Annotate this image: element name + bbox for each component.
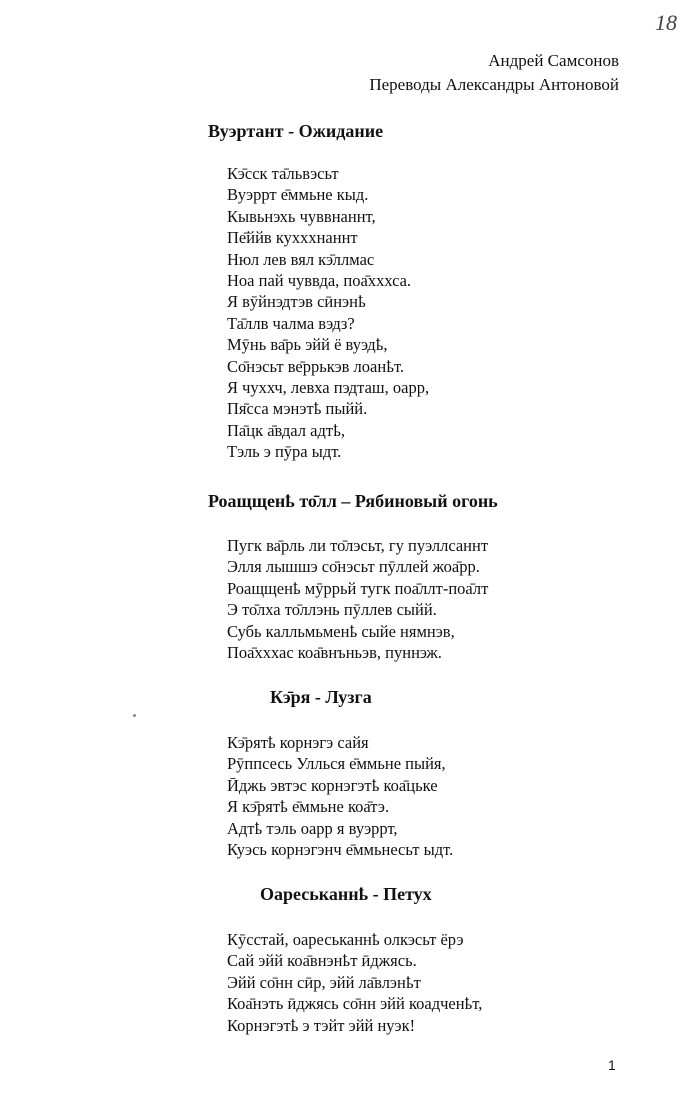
poem-line: Роащщенҍ мӯррьй тугк поа̄ллт-поа̄лт (227, 578, 489, 598)
poem-line: Кэ̄рятҍ корнэгэ сайя (227, 733, 369, 752)
poem-line: Я чуххч, левха пэдташ, оарр, (227, 378, 430, 398)
poem-line: Эйй со̄нн сӣр, эйй ла̄влэнҍт (227, 972, 421, 992)
poem-line: Рӯппсесь Уллься е̄ммьне пыйя, (227, 754, 446, 774)
poem-line: Па̄цк а̄вдал адтҍ, (227, 420, 345, 440)
poem-line: Кэ̄сск та̄львэсьт (227, 164, 339, 183)
poem-line: Кӯсстай, оареськаннҍ олкэсьт ёрэ (227, 930, 464, 949)
poem-line: Мӯнь ва̄рь эйй ё вуэдҍ, (227, 335, 388, 355)
poem-line: Поа̄хххас коа̄внъньэв, пуннэж. (227, 643, 442, 663)
poem-line: Пе̄ййв кухххнаннт (227, 228, 358, 248)
poem-line: Та̄ллв чалма вэдз? (227, 313, 355, 333)
poem-line: Со̄нэсьт ве̄ррькэв лоанҍт. (227, 356, 405, 376)
poem-line: Вуэррт е̄ммьне кыд. (227, 185, 369, 205)
poem-line: Пугк ва̄рль ли то̄лэсьт, гу пуэллсаннт (227, 536, 489, 555)
page-number: 1 (608, 1057, 616, 1073)
poem-stanza (227, 929, 482, 1036)
poem-line: Ноа пай чуввда, поа̄хххса. (227, 271, 412, 291)
poem-title: Роащщенҍ то̄лл – Рябиновый огонь (208, 491, 498, 511)
scan-speck (133, 714, 136, 717)
poem-line: Э то̄лха то̄ллэнь пӯллев сыйй. (227, 600, 437, 620)
author-name: Андрей Самсонов (488, 51, 619, 70)
poem-stanza (227, 535, 488, 663)
poem-line: Коа̄нэть ӣджясь со̄нн эйй коадченҍт, (227, 994, 483, 1014)
poem-line: Сай эйй коа̄внэнҍт ӣджясь. (227, 951, 417, 971)
poem-line: Адтҍ тэль оарр я вуэррт, (227, 818, 398, 838)
poem-title: Кэ̄ря - Лузга (270, 687, 372, 707)
poem-line: Кывьнэхь чуввнаннт, (227, 206, 376, 226)
header-block (369, 49, 619, 97)
poem-stanza (227, 163, 429, 463)
poem-line: Я вӯйнэдтэв сӣнэнҍ (227, 292, 366, 312)
poem-line: Куэсь корнэгэнч е̄ммьнесьт ыдт. (227, 840, 454, 860)
poem-line: Ӣджь эвтэс корнэгэтҍ коа̄цьке (227, 775, 438, 795)
poem-line: Элля лышшэ со̄нэсьт пӯллей жоа̄рр. (227, 557, 480, 577)
poem-line: Корнэгэтҍ э тэйт эйй нуэк! (227, 1015, 416, 1035)
poem-line: Тэль э пӯра ыдт. (227, 442, 342, 462)
handwritten-page-number: 18 (655, 10, 677, 35)
poem-line: Пя̄сса мэнэтҍ пыйй. (227, 399, 368, 419)
poem-title: Вуэртант - Ожидание (208, 121, 384, 141)
poem-title: Оареськаннҍ - Петух (260, 884, 432, 904)
poem-line: Я кэ̄рятҍ е̄ммьне коа̄тэ. (227, 797, 390, 817)
translator-credit: Переводы Александры Антоновой (369, 75, 619, 94)
poem-line: Нюл лев вял кэ̄ллмас (227, 249, 375, 269)
poem-stanza (227, 732, 453, 860)
poem-line: Субь калльмьменҍ сыйе нямнэв, (227, 621, 455, 641)
